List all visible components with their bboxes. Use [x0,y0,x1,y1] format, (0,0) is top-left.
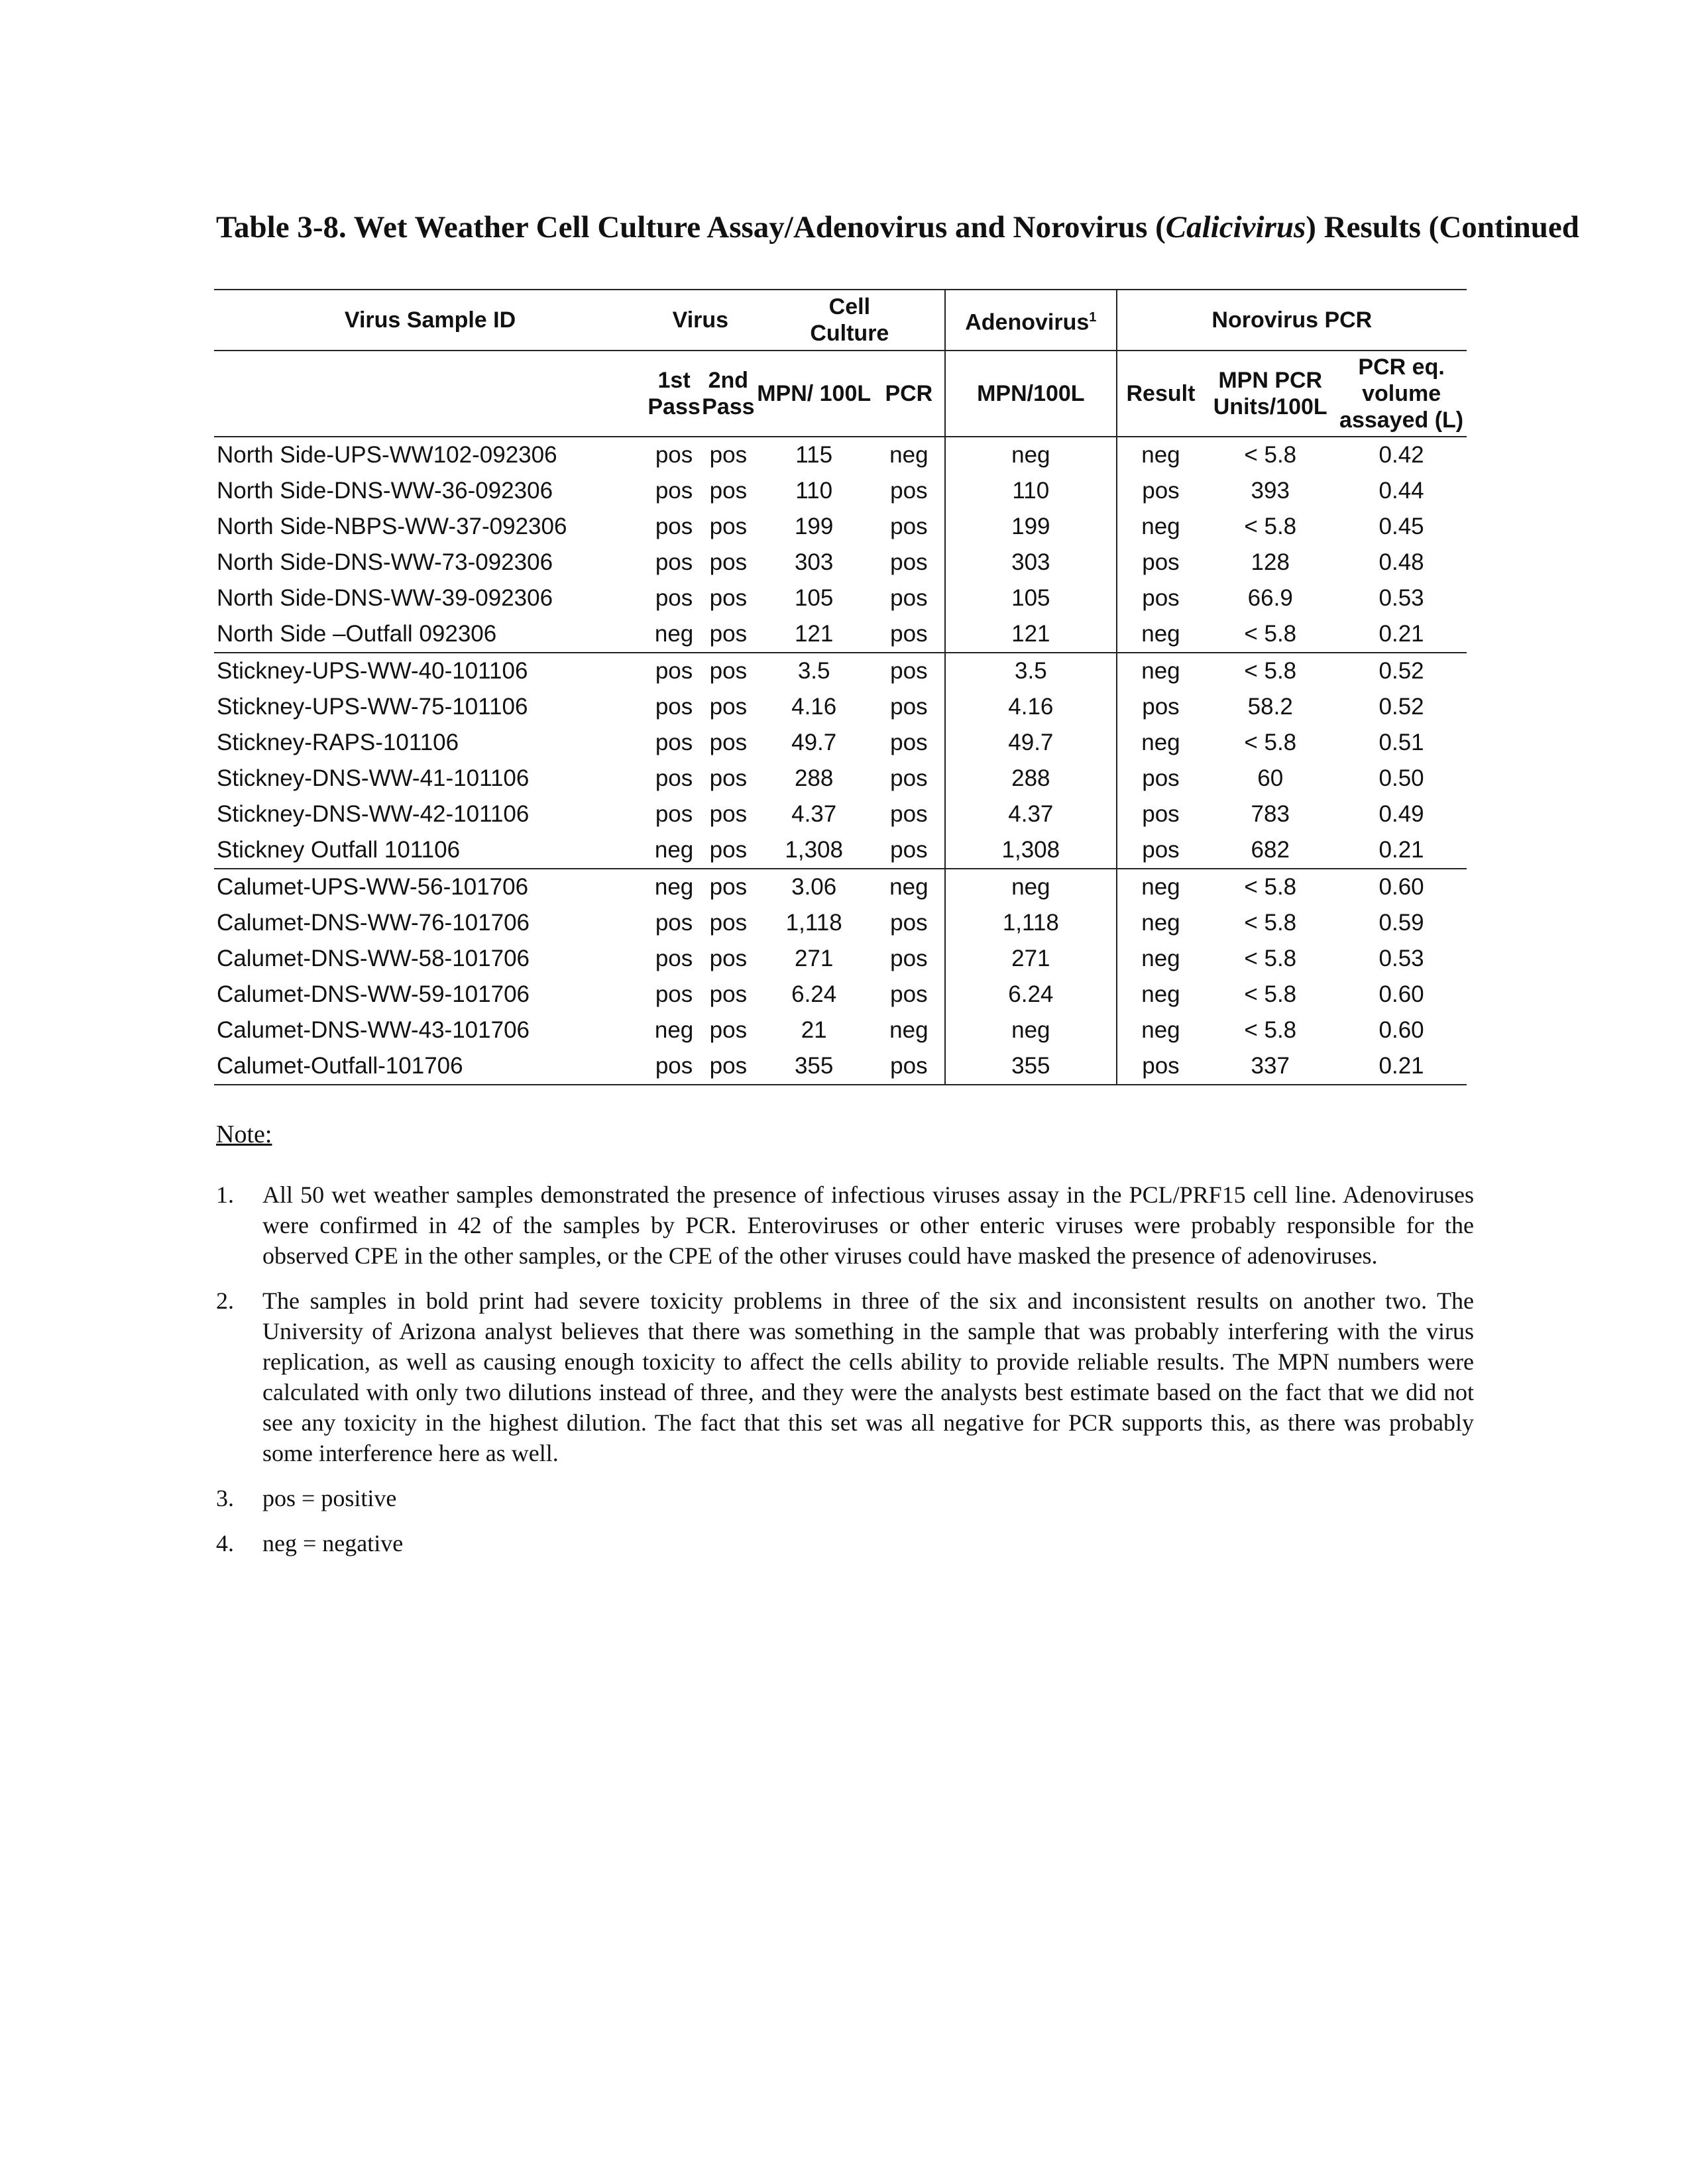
pcr-eq-cell: 0.60 [1379,874,1424,900]
adeno-mpn-cell: neg [945,437,1117,473]
table-row [214,580,1467,616]
pcr-cell: pos [873,1048,945,1085]
table-row [214,832,1467,869]
note-number: 2. [216,1287,234,1314]
pcr-eq-cell: 0.52 [1379,658,1424,684]
sample-id-cell: North Side-DNS-WW-39-092306 [217,585,553,611]
result-cell: pos [1117,1048,1205,1085]
sample-id-cell: North Side-UPS-WW102-092306 [217,442,557,468]
table-row [214,509,1467,545]
header-row-2 [214,351,1467,437]
mpn-pcr-cell: 682 [1204,832,1336,869]
first-pass-cell: pos [655,910,693,936]
mpn-cell: 3.5 [797,658,830,684]
mpn-pcr-cell: 128 [1251,549,1290,575]
table-row [214,473,1467,509]
result-cell: neg [1141,874,1180,900]
first-pass-cell: pos [655,478,693,504]
result-cell: neg [1141,946,1180,971]
adeno-mpn-cell: 303 [945,545,1117,580]
adeno-mpn-cell: 121 [945,616,1117,653]
header-cell-culture: Cell Culture [755,290,945,351]
mpn-pcr-cell: < 5.8 [1244,981,1297,1007]
table-row [214,653,1467,689]
first-pass-cell: pos [655,981,693,1007]
note-text: The samples in bold print had severe toxicity problems in three of the six and inconsistent results on another two. The University of Arizona analyst believes that there was something in the sample that was probably interfering with the virus replication, as well as causing enough toxicity to affect the cells ability to provide reliable results. The MPN numbers were calculated with only two dilutions instead of three, and they were the analysts best estimate based on the fact that we did not see any toxicity in the highest dilution. The fact that this set was all negative for PCR supports this, as there was probably some interference here as well. [262,1287,1474,1466]
pcr-cell: pos [873,905,945,941]
pcr-cell: neg [873,869,945,905]
adeno-mpn-cell: neg [945,1012,1117,1048]
mpn-pcr-cell: 783 [1251,801,1290,827]
first-pass-cell: pos [655,514,693,539]
header-mpn-100l: MPN/ 100L [755,351,873,437]
table-row [214,869,1467,905]
title-suffix: ) Results (Continued [1306,210,1579,245]
second-pass-cell: pos [709,874,748,900]
result-cell: pos [1142,585,1180,611]
first-pass-cell: pos [655,442,693,468]
mpn-cell: 1,118 [785,910,842,936]
pcr-eq-cell: 0.50 [1379,765,1424,791]
second-pass-cell: pos [709,981,748,1007]
mpn-cell: 110 [795,478,833,504]
header-virus-sample-id: Virus Sample ID [214,290,646,351]
pcr-cell: pos [873,509,945,545]
result-cell: neg [1141,658,1180,684]
title-italic: Calicivirus [1165,210,1306,245]
mpn-cell: 199 [794,514,834,539]
table-row [214,1048,1467,1085]
second-pass-cell: pos [709,946,748,971]
second-pass-cell: pos [709,585,748,611]
mpn-pcr-cell: < 5.8 [1244,514,1297,539]
note-number: 3. [216,1485,234,1511]
header-mpn-pcr-units: MPN PCR Units/100L [1204,351,1336,437]
pcr-eq-cell: 0.21 [1336,832,1467,869]
second-pass-cell: pos [709,1017,748,1043]
mpn-cell: 121 [755,616,873,653]
adeno-mpn-cell: 110 [945,473,1117,509]
result-cell: neg [1141,1017,1180,1043]
table-row [214,977,1467,1012]
first-pass-cell: pos [655,730,693,755]
second-pass-cell: pos [709,478,748,504]
first-pass-cell: pos [655,801,693,827]
pcr-eq-cell: 0.53 [1379,946,1424,971]
first-pass-cell: pos [655,694,693,720]
second-pass-cell: pos [702,616,755,653]
mpn-pcr-cell: 66.9 [1247,585,1293,611]
pcr-eq-cell: 0.44 [1379,478,1424,504]
pcr-cell: pos [873,725,945,761]
pcr-eq-cell: 0.45 [1379,514,1424,539]
adeno-mpn-cell: 4.37 [945,796,1117,832]
result-cell: neg [1141,910,1180,936]
result-cell: neg [1117,616,1205,653]
first-pass-cell: neg [654,874,694,900]
pcr-eq-cell: 0.52 [1379,694,1424,720]
mpn-cell: 1,308 [755,832,873,869]
result-cell: neg [1141,442,1180,468]
sample-id-cell: Stickney-DNS-WW-42-101106 [217,801,530,827]
table-row [214,761,1467,796]
adeno-mpn-cell: 271 [945,941,1117,977]
mpn-cell: 3.06 [791,874,837,900]
results-table [214,289,1467,1085]
pcr-eq-cell: 0.60 [1379,1017,1424,1043]
note-item [216,1528,1474,1558]
mpn-cell: 303 [794,549,834,575]
pcr-eq-cell: 0.21 [1336,1048,1467,1085]
second-pass-cell: pos [709,514,748,539]
adeno-mpn-cell: 288 [945,761,1117,796]
sample-id-cell: Calumet-DNS-WW-58-101706 [217,946,530,971]
pcr-eq-cell: 0.60 [1379,981,1424,1007]
result-cell: neg [1141,981,1180,1007]
header-pcr-eq-volume: PCR eq. volume assayed (L) [1336,351,1467,437]
pcr-cell: pos [873,977,945,1012]
sample-id-cell: Calumet-DNS-WW-76-101706 [217,910,530,936]
pcr-eq-cell: 0.48 [1379,549,1424,575]
pcr-cell: pos [873,545,945,580]
sample-id-cell: North Side-DNS-WW-73-092306 [217,549,553,575]
note-item [216,1285,1474,1468]
second-pass-cell: pos [702,832,755,869]
table-title [216,209,1674,245]
sample-id-cell: Calumet-UPS-WW-56-101706 [217,874,529,900]
result-cell: pos [1142,694,1180,720]
second-pass-cell: pos [702,1048,755,1085]
second-pass-cell: pos [709,910,748,936]
table-row [214,689,1467,725]
pcr-eq-cell: 0.42 [1379,442,1424,468]
header-blank [214,351,646,437]
sample-id-cell: Stickney Outfall 101106 [214,832,646,869]
pcr-cell: pos [873,796,945,832]
header-virus: Virus [646,290,755,351]
pcr-eq-cell: 0.49 [1379,801,1424,827]
pcr-eq-cell: 0.59 [1379,910,1424,936]
mpn-pcr-cell: < 5.8 [1244,1017,1297,1043]
pcr-cell: pos [873,653,945,689]
pcr-cell: neg [873,437,945,473]
first-pass-cell: pos [655,549,693,575]
first-pass-cell: pos [655,765,693,791]
mpn-pcr-cell: < 5.8 [1244,874,1297,900]
sample-id-cell: Calumet-Outfall-101706 [214,1048,646,1085]
mpn-cell: 21 [801,1017,827,1043]
first-pass-cell: pos [655,946,693,971]
title-prefix: Table 3-8. Wet Weather Cell Culture Assay/Adenovirus and Norovirus ( [216,210,1166,245]
note-number: 1. [216,1181,234,1208]
mpn-pcr-cell: < 5.8 [1244,910,1297,936]
sample-id-cell: Stickney-RAPS-101106 [217,730,459,755]
second-pass-cell: pos [709,658,748,684]
pcr-cell: pos [873,616,945,653]
result-cell: pos [1142,478,1180,504]
pcr-cell: pos [873,761,945,796]
result-cell: pos [1142,549,1180,575]
first-pass-cell: neg [654,1017,694,1043]
adeno-mpn-cell: 355 [945,1048,1117,1085]
header-pcr: PCR [873,351,945,437]
table-row [214,616,1467,653]
second-pass-cell: pos [709,549,748,575]
second-pass-cell: pos [709,801,748,827]
pcr-eq-cell: 0.21 [1336,616,1467,653]
adeno-mpn-cell: 1,308 [945,832,1117,869]
second-pass-cell: pos [709,730,748,755]
pcr-cell: pos [873,941,945,977]
table-row [214,437,1467,473]
adeno-mpn-cell: 105 [945,580,1117,616]
sample-id-cell: Calumet-DNS-WW-43-101706 [217,1017,530,1043]
header-adenovirus: Adenovirus$^1$ [945,290,1117,351]
first-pass-cell: pos [646,1048,702,1085]
notes-list [216,1179,1474,1573]
mpn-cell: 105 [794,585,834,611]
adeno-mpn-cell: neg [945,869,1117,905]
mpn-cell: 49.7 [791,730,837,755]
adeno-mpn-cell: 6.24 [945,977,1117,1012]
second-pass-cell: pos [709,765,748,791]
result-cell: pos [1142,765,1180,791]
header-adeno-mpn: MPN/100L [945,351,1117,437]
mpn-cell: 355 [755,1048,873,1085]
table-row [214,1012,1467,1048]
mpn-pcr-cell: 60 [1257,765,1284,791]
mpn-cell: 4.37 [791,801,837,827]
table-row [214,725,1467,761]
mpn-pcr-cell: 58.2 [1247,694,1293,720]
adeno-mpn-cell: 4.16 [945,689,1117,725]
pcr-cell: pos [873,689,945,725]
pcr-cell: neg [873,1012,945,1048]
pcr-cell: pos [873,473,945,509]
pcr-eq-cell: 0.53 [1379,585,1424,611]
header-row-1 [214,290,1467,351]
pcr-eq-cell: 0.51 [1379,730,1424,755]
mpn-pcr-cell: < 5.8 [1244,442,1297,468]
adeno-mpn-cell: 3.5 [945,653,1117,689]
result-cell: neg [1141,730,1180,755]
result-cell: pos [1117,832,1205,869]
table-row [214,941,1467,977]
second-pass-cell: pos [709,694,748,720]
mpn-pcr-cell: 337 [1204,1048,1336,1085]
sample-id-cell: Calumet-DNS-WW-59-101706 [217,981,530,1007]
mpn-cell: 6.24 [791,981,837,1007]
mpn-cell: 4.16 [791,694,837,720]
mpn-pcr-cell: 393 [1251,478,1290,504]
table-body [214,437,1467,1085]
adeno-mpn-cell: 199 [945,509,1117,545]
note-text: pos = positive [262,1485,397,1511]
note-item [216,1179,1474,1271]
pcr-cell: pos [873,580,945,616]
header-first-pass: 1st Pass [646,351,702,437]
adeno-mpn-cell: 49.7 [945,725,1117,761]
sample-id-cell: Stickney-DNS-WW-41-101106 [217,765,530,791]
sample-id-cell: Stickney-UPS-WW-75-101106 [217,694,528,720]
second-pass-cell: pos [709,442,748,468]
header-second-pass: 2nd Pass [702,351,755,437]
note-item [216,1483,1474,1513]
header-norovirus-pcr: Norovirus PCR [1117,290,1467,351]
mpn-cell: 288 [794,765,834,791]
sample-id-cell: North Side-NBPS-WW-37-092306 [217,514,567,539]
table-row [214,796,1467,832]
mpn-pcr-cell: < 5.8 [1244,946,1297,971]
mpn-pcr-cell: < 5.8 [1244,658,1297,684]
pcr-cell: pos [873,832,945,869]
mpn-pcr-cell: < 5.8 [1244,730,1297,755]
first-pass-cell: neg [646,832,702,869]
result-cell: neg [1141,514,1180,539]
sample-id-cell: North Side –Outfall 092306 [214,616,646,653]
note-label: Note: [216,1120,272,1148]
first-pass-cell: pos [655,585,693,611]
note-text: neg = negative [262,1530,404,1556]
mpn-pcr-cell: < 5.8 [1204,616,1336,653]
first-pass-cell: pos [655,658,693,684]
result-cell: pos [1142,801,1180,827]
note-number: 4. [216,1530,234,1556]
mpn-cell: 271 [794,946,834,971]
sample-id-cell: Stickney-UPS-WW-40-101106 [217,658,528,684]
header-result: Result [1117,351,1205,437]
mpn-cell: 115 [795,442,833,468]
sample-id-cell: North Side-DNS-WW-36-092306 [217,478,553,504]
note-text: All 50 wet weather samples demonstrated the presence of infectious viruses assay in the PCL/PRF15 cell line. Adenoviruses were confirmed in 42 of the samples by PCR. Enteroviruses or other enteric viruses were probably responsible for the observed CPE in the other samples, or the CPE of the other viruses could have masked the presence of adenoviruses. [262,1181,1474,1269]
table-row [214,545,1467,580]
adeno-mpn-cell: 1,118 [945,905,1117,941]
table-row [214,905,1467,941]
first-pass-cell: neg [646,616,702,653]
